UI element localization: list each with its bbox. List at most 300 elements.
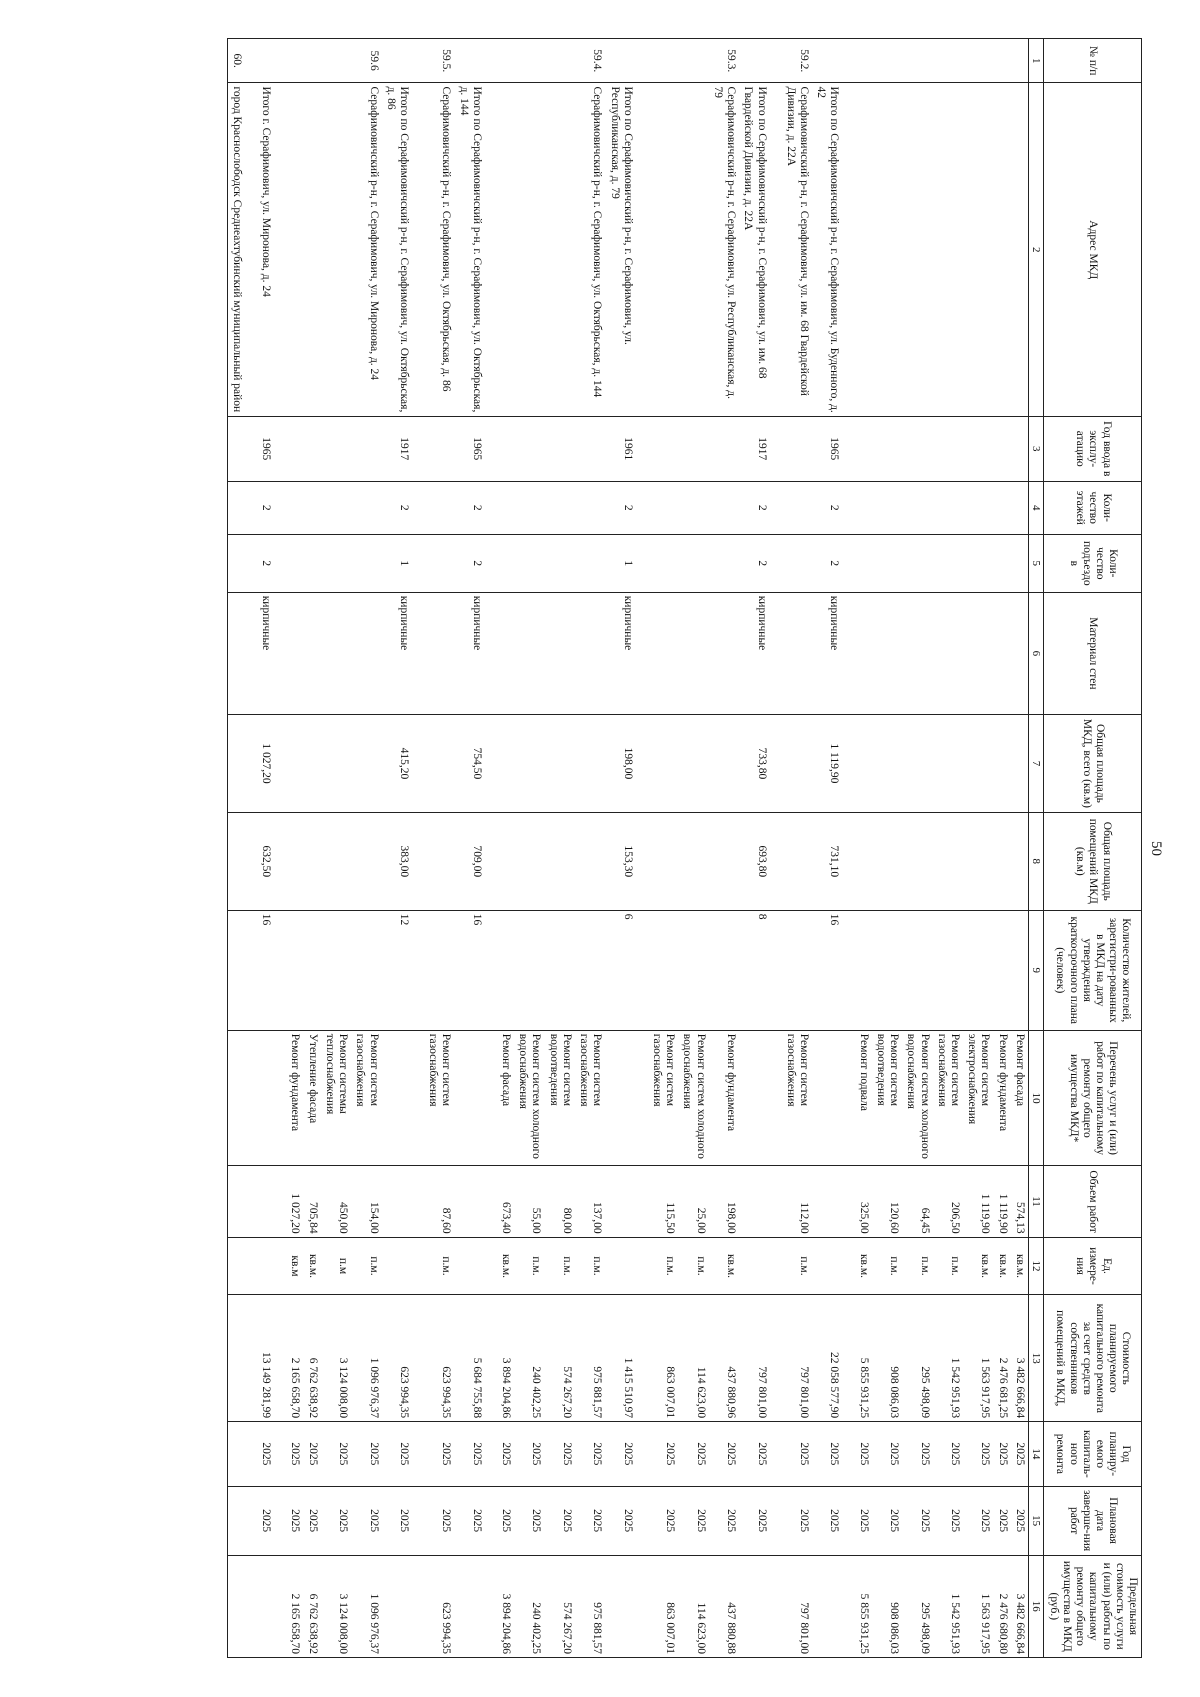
work-volume-cell: 574,13 bbox=[1011, 1166, 1029, 1237]
work-type-cell: Ремонт систем водоотведения bbox=[544, 1030, 574, 1166]
row-number: 59.6 bbox=[351, 39, 381, 83]
cost-cell: 2 476 681,25 bbox=[993, 1295, 1010, 1422]
total-area-cell bbox=[902, 715, 932, 813]
finish-date-cell: 2025 bbox=[497, 1486, 514, 1555]
floors-cell bbox=[497, 481, 514, 534]
column-number: 8 bbox=[1028, 812, 1044, 910]
row-number: 59.4. bbox=[575, 39, 605, 83]
finish-date-cell: 2025 bbox=[1011, 1486, 1029, 1555]
year-built-cell: 1917 bbox=[739, 417, 781, 481]
rooms-area-cell bbox=[902, 812, 932, 910]
work-type-cell: Ремонт систем газоснабжения bbox=[648, 1030, 678, 1166]
finish-date-cell: 2025 bbox=[993, 1486, 1010, 1555]
repair-year-cell: 2025 bbox=[812, 1422, 854, 1486]
limit-cost-cell: 1 563 917,95 bbox=[963, 1555, 993, 1657]
row-number bbox=[286, 39, 303, 83]
address-cell bbox=[286, 83, 303, 417]
floors-cell bbox=[933, 481, 963, 534]
wall-material-cell bbox=[709, 592, 739, 714]
limit-cost-cell: 574 267,20 bbox=[544, 1555, 574, 1657]
subtotal-row bbox=[605, 39, 647, 1658]
rooms-area-cell: 709,00 bbox=[454, 812, 496, 910]
column-number: 2 bbox=[1028, 83, 1044, 417]
address-cell: Серафимовичский р-н, г. Серафимович, ул. Миронова, д. 24 bbox=[351, 83, 381, 417]
year-built-cell bbox=[933, 417, 963, 481]
total-area-cell bbox=[782, 715, 812, 813]
repair-year-cell: 2025 bbox=[575, 1422, 605, 1486]
row-number: 59.5. bbox=[424, 39, 454, 83]
rooms-area-cell bbox=[1011, 812, 1029, 910]
repair-year-cell: 2025 bbox=[321, 1422, 351, 1486]
row-number bbox=[382, 39, 424, 83]
entrances-cell bbox=[709, 534, 739, 592]
entrances-cell bbox=[782, 534, 812, 592]
work-volume-cell: 206,50 bbox=[933, 1166, 963, 1237]
total-area-cell: 1 119,90 bbox=[812, 715, 854, 813]
work-type-cell: Ремонт систем газоснабжения bbox=[424, 1030, 454, 1166]
finish-date-cell: 2025 bbox=[854, 1486, 871, 1555]
table-row bbox=[782, 39, 812, 1658]
wall-material-cell bbox=[854, 592, 871, 714]
address-cell bbox=[303, 83, 320, 417]
cost-cell: 5 684 755,88 bbox=[454, 1295, 496, 1422]
floors-cell bbox=[321, 481, 351, 534]
repair-year-cell: 2025 bbox=[782, 1422, 812, 1486]
column-number: 12 bbox=[1028, 1237, 1044, 1295]
floors-cell: 2 bbox=[812, 481, 854, 534]
unit-cell: кв.м. bbox=[497, 1237, 514, 1295]
entrances-cell bbox=[993, 534, 1010, 592]
unit-cell bbox=[454, 1237, 496, 1295]
floors-cell: 2 bbox=[605, 481, 647, 534]
table-row bbox=[575, 39, 605, 1658]
subtotal-row bbox=[812, 39, 854, 1658]
year-built-cell bbox=[963, 417, 993, 481]
year-built-cell bbox=[993, 417, 1010, 481]
work-type-cell: Ремонт фасада bbox=[1011, 1030, 1029, 1166]
repair-year-cell: 2025 bbox=[648, 1422, 678, 1486]
total-area-cell: 754,50 bbox=[454, 715, 496, 813]
unit-cell: п.м. bbox=[544, 1237, 574, 1295]
limit-cost-cell: 3 894 204,86 bbox=[497, 1555, 514, 1657]
total-area-cell bbox=[351, 715, 381, 813]
unit-cell: п.м. bbox=[782, 1237, 812, 1295]
header-cell: Год планиру-емого капиталь-ного ремонта bbox=[1044, 1422, 1142, 1486]
row-number bbox=[303, 39, 320, 83]
limit-cost-cell: 2 476 680,80 bbox=[993, 1555, 1010, 1657]
column-number: 16 bbox=[1028, 1555, 1044, 1657]
table-row bbox=[709, 39, 739, 1658]
column-number: 3 bbox=[1028, 417, 1044, 481]
residents-cell bbox=[854, 910, 871, 1030]
finish-date-cell: 2025 bbox=[514, 1486, 544, 1555]
year-built-cell bbox=[1011, 417, 1029, 481]
header-cell: Стоимость планируемого капитального ремонта за счет средств собственников помещений в МКД, bbox=[1044, 1295, 1142, 1422]
rooms-area-cell bbox=[514, 812, 544, 910]
rooms-area-cell: 693,80 bbox=[739, 812, 781, 910]
rooms-area-cell bbox=[963, 812, 993, 910]
header-cell: Предельная стоимость услуги и (или) работы по капитальному ремонту общего имущества в МКД (руб.) bbox=[1044, 1555, 1142, 1657]
limit-cost-cell bbox=[812, 1555, 854, 1657]
finish-date-cell: 2025 bbox=[257, 1486, 286, 1555]
repair-year-cell: 2025 bbox=[303, 1422, 320, 1486]
table-row bbox=[678, 39, 708, 1658]
unit-cell: кв.м. bbox=[1011, 1237, 1029, 1295]
work-type-cell bbox=[739, 1030, 781, 1166]
cost-cell: 623 994,35 bbox=[424, 1295, 454, 1422]
work-volume-cell bbox=[739, 1166, 781, 1237]
column-number: 5 bbox=[1028, 534, 1044, 592]
repair-year-cell: 2025 bbox=[739, 1422, 781, 1486]
wall-material-cell bbox=[424, 592, 454, 714]
wall-material-cell: кирпичные bbox=[257, 592, 286, 714]
finish-date-cell: 2025 bbox=[933, 1486, 963, 1555]
table-row bbox=[544, 39, 574, 1658]
rooms-area-cell bbox=[782, 812, 812, 910]
work-type-cell bbox=[227, 1030, 257, 1166]
total-area-cell bbox=[303, 715, 320, 813]
residents-cell: 6 bbox=[605, 910, 647, 1030]
header-cell: Объем работ bbox=[1044, 1166, 1142, 1237]
work-volume-cell: 120,60 bbox=[872, 1166, 902, 1237]
total-area-cell bbox=[424, 715, 454, 813]
subtotal-row bbox=[739, 39, 781, 1658]
year-built-cell bbox=[544, 417, 574, 481]
repair-year-cell: 2025 bbox=[963, 1422, 993, 1486]
work-type-cell: Ремонт систем газоснабжения bbox=[782, 1030, 812, 1166]
work-type-cell: Ремонт фундамента bbox=[286, 1030, 303, 1166]
repair-year-cell: 2025 bbox=[544, 1422, 574, 1486]
year-built-cell: 1965 bbox=[812, 417, 854, 481]
cost-cell: 295 498,09 bbox=[902, 1295, 932, 1422]
limit-cost-cell: 623 994,35 bbox=[424, 1555, 454, 1657]
entrances-cell: 2 bbox=[812, 534, 854, 592]
row-number bbox=[605, 39, 647, 83]
rooms-area-cell bbox=[544, 812, 574, 910]
floors-cell bbox=[963, 481, 993, 534]
finish-date-cell: 2025 bbox=[321, 1486, 351, 1555]
unit-cell: п.м. bbox=[902, 1237, 932, 1295]
unit-cell: п.м. bbox=[678, 1237, 708, 1295]
table-row bbox=[497, 39, 514, 1658]
year-built-cell bbox=[678, 417, 708, 481]
limit-cost-cell: 114 623,00 bbox=[678, 1555, 708, 1657]
address-cell bbox=[514, 83, 544, 417]
header-cell: Плановая дата заверше-ния работ bbox=[1044, 1486, 1142, 1555]
residents-cell bbox=[963, 910, 993, 1030]
unit-cell bbox=[382, 1237, 424, 1295]
work-volume-cell: 154,00 bbox=[351, 1166, 381, 1237]
limit-cost-cell: 5 855 931,25 bbox=[854, 1555, 871, 1657]
finish-date-cell: 2025 bbox=[382, 1486, 424, 1555]
limit-cost-cell: 975 881,57 bbox=[575, 1555, 605, 1657]
unit-cell: п.м. bbox=[575, 1237, 605, 1295]
table-row bbox=[1011, 39, 1029, 1658]
repair-year-cell: 2025 bbox=[454, 1422, 496, 1486]
cost-cell bbox=[227, 1295, 257, 1422]
repair-year-cell: 2025 bbox=[424, 1422, 454, 1486]
row-number: 59.3. bbox=[709, 39, 739, 83]
cost-cell: 975 881,57 bbox=[575, 1295, 605, 1422]
residents-cell bbox=[709, 910, 739, 1030]
address-cell bbox=[872, 83, 902, 417]
work-type-cell: Ремонт систем газоснабжения bbox=[575, 1030, 605, 1166]
wall-material-cell: кирпичные bbox=[739, 592, 781, 714]
work-volume-cell bbox=[454, 1166, 496, 1237]
limit-cost-cell: 908 086,03 bbox=[872, 1555, 902, 1657]
entrances-cell bbox=[963, 534, 993, 592]
cost-cell: 240 402,25 bbox=[514, 1295, 544, 1422]
residents-cell: 8 bbox=[739, 910, 781, 1030]
entrances-cell bbox=[902, 534, 932, 592]
year-built-cell bbox=[497, 417, 514, 481]
total-area-cell bbox=[933, 715, 963, 813]
wall-material-cell bbox=[782, 592, 812, 714]
finish-date-cell: 2025 bbox=[286, 1486, 303, 1555]
cost-cell: 1 563 917,95 bbox=[963, 1295, 993, 1422]
work-volume-cell: 198,00 bbox=[709, 1166, 739, 1237]
floors-cell bbox=[575, 481, 605, 534]
floors-cell bbox=[351, 481, 381, 534]
repair-year-cell bbox=[227, 1422, 257, 1486]
repair-year-cell: 2025 bbox=[678, 1422, 708, 1486]
table-row bbox=[854, 39, 871, 1658]
row-number bbox=[902, 39, 932, 83]
rooms-area-cell: 731,10 bbox=[812, 812, 854, 910]
work-type-cell bbox=[382, 1030, 424, 1166]
work-type-cell bbox=[812, 1030, 854, 1166]
table-row bbox=[424, 39, 454, 1658]
column-number: 9 bbox=[1028, 910, 1044, 1030]
repair-year-cell: 2025 bbox=[286, 1422, 303, 1486]
work-volume-cell bbox=[227, 1166, 257, 1237]
address-cell: Итого г. Серафимович, ул. Миронова, д. 24 bbox=[257, 83, 286, 417]
entrances-cell bbox=[227, 534, 257, 592]
finish-date-cell: 2025 bbox=[605, 1486, 647, 1555]
year-built-cell bbox=[854, 417, 871, 481]
address-cell bbox=[497, 83, 514, 417]
finish-date-cell: 2025 bbox=[709, 1486, 739, 1555]
address-cell: город Краснослободск Среднеахтубинский муниципальный район bbox=[227, 83, 257, 417]
rooms-area-cell bbox=[286, 812, 303, 910]
floors-cell bbox=[514, 481, 544, 534]
residents-cell bbox=[1011, 910, 1029, 1030]
residents-cell bbox=[321, 910, 351, 1030]
address-cell: Серафимовичский р-н, г. Серафимович, ул. Октябрьская, д. 144 bbox=[575, 83, 605, 417]
column-number: 13 bbox=[1028, 1295, 1044, 1422]
wall-material-cell: кирпичные bbox=[812, 592, 854, 714]
total-area-cell bbox=[993, 715, 1010, 813]
document-page bbox=[197, 0, 1200, 1697]
total-area-cell bbox=[854, 715, 871, 813]
entrances-cell bbox=[303, 534, 320, 592]
wall-material-cell bbox=[303, 592, 320, 714]
cost-cell: 6 762 638,92 bbox=[303, 1295, 320, 1422]
wall-material-cell: кирпичные bbox=[605, 592, 647, 714]
wall-material-cell: кирпичные bbox=[454, 592, 496, 714]
wall-material-cell bbox=[544, 592, 574, 714]
floors-cell bbox=[872, 481, 902, 534]
finish-date-cell: 2025 bbox=[963, 1486, 993, 1555]
work-volume-cell: 64,45 bbox=[902, 1166, 932, 1237]
work-type-cell: Ремонт систем холодного водоснабжения bbox=[514, 1030, 544, 1166]
year-built-cell bbox=[648, 417, 678, 481]
address-cell bbox=[678, 83, 708, 417]
table-row bbox=[351, 39, 381, 1658]
work-volume-cell: 80,00 bbox=[544, 1166, 574, 1237]
table-row bbox=[514, 39, 544, 1658]
column-number: 15 bbox=[1028, 1486, 1044, 1555]
wall-material-cell bbox=[575, 592, 605, 714]
work-volume-cell: 115,50 bbox=[648, 1166, 678, 1237]
table-row bbox=[872, 39, 902, 1658]
finish-date-cell: 2025 bbox=[575, 1486, 605, 1555]
unit-cell: кв.м. bbox=[303, 1237, 320, 1295]
work-volume-cell bbox=[812, 1166, 854, 1237]
subtotal-row bbox=[454, 39, 496, 1658]
address-cell bbox=[933, 83, 963, 417]
residents-cell bbox=[678, 910, 708, 1030]
finish-date-cell: 2025 bbox=[648, 1486, 678, 1555]
floors-cell bbox=[902, 481, 932, 534]
work-type-cell: Ремонт систем холодного водоснабжения bbox=[678, 1030, 708, 1166]
residents-cell bbox=[933, 910, 963, 1030]
work-volume-cell: 137,00 bbox=[575, 1166, 605, 1237]
row-number bbox=[1011, 39, 1029, 83]
wall-material-cell bbox=[902, 592, 932, 714]
entrances-cell bbox=[286, 534, 303, 592]
entrances-cell bbox=[497, 534, 514, 592]
rooms-area-cell bbox=[678, 812, 708, 910]
table-row bbox=[321, 39, 351, 1658]
work-volume-cell bbox=[257, 1166, 286, 1237]
work-type-cell: Ремонт систем электроснабжения bbox=[963, 1030, 993, 1166]
entrances-cell bbox=[544, 534, 574, 592]
year-built-cell bbox=[872, 417, 902, 481]
limit-cost-cell bbox=[257, 1555, 286, 1657]
total-area-cell: 733,80 bbox=[739, 715, 781, 813]
total-area-cell bbox=[872, 715, 902, 813]
entrances-cell bbox=[1011, 534, 1029, 592]
table-body bbox=[227, 39, 1044, 1658]
year-built-cell bbox=[709, 417, 739, 481]
limit-cost-cell: 797 801,00 bbox=[782, 1555, 812, 1657]
finish-date-cell: 2025 bbox=[303, 1486, 320, 1555]
rooms-area-cell bbox=[321, 812, 351, 910]
table-row bbox=[993, 39, 1010, 1658]
floors-cell: 2 bbox=[382, 481, 424, 534]
header-cell: Перечень услуг и (или) работ по капитальному ремонту общего имущества МКД* bbox=[1044, 1030, 1142, 1166]
residents-cell bbox=[424, 910, 454, 1030]
rooms-area-cell bbox=[933, 812, 963, 910]
year-built-cell bbox=[424, 417, 454, 481]
floors-cell: 2 bbox=[739, 481, 781, 534]
capital-repair-table bbox=[227, 38, 1142, 1658]
address-cell bbox=[648, 83, 678, 417]
unit-cell: кв.м. bbox=[709, 1237, 739, 1295]
entrances-cell: 2 bbox=[739, 534, 781, 592]
page-number: 50 bbox=[1148, 841, 1164, 856]
wall-material-cell bbox=[933, 592, 963, 714]
entrances-cell bbox=[575, 534, 605, 592]
rooms-area-cell bbox=[497, 812, 514, 910]
row-number bbox=[812, 39, 854, 83]
work-type-cell: Утепление фасада bbox=[303, 1030, 320, 1166]
cost-cell: 1 542 951,93 bbox=[933, 1295, 963, 1422]
wall-material-cell bbox=[351, 592, 381, 714]
cost-cell: 2 165 658,70 bbox=[286, 1295, 303, 1422]
table-row bbox=[648, 39, 678, 1658]
work-type-cell: Ремонт систем газоснабжения bbox=[351, 1030, 381, 1166]
floors-cell bbox=[227, 481, 257, 534]
floors-cell bbox=[286, 481, 303, 534]
residents-cell: 12 bbox=[382, 910, 424, 1030]
work-volume-cell: 450,00 bbox=[321, 1166, 351, 1237]
repair-year-cell: 2025 bbox=[854, 1422, 871, 1486]
entrances-cell: 1 bbox=[382, 534, 424, 592]
section-row bbox=[227, 39, 257, 1658]
work-volume-cell: 705,84 bbox=[303, 1166, 320, 1237]
column-number: 4 bbox=[1028, 481, 1044, 534]
year-built-cell bbox=[286, 417, 303, 481]
address-cell bbox=[1011, 83, 1029, 417]
cost-cell: 797 801,00 bbox=[739, 1295, 781, 1422]
wall-material-cell bbox=[514, 592, 544, 714]
limit-cost-cell: 1 096 976,37 bbox=[351, 1555, 381, 1657]
row-number bbox=[544, 39, 574, 83]
work-type-cell bbox=[257, 1030, 286, 1166]
year-built-cell bbox=[227, 417, 257, 481]
wall-material-cell bbox=[286, 592, 303, 714]
unit-cell: п.м bbox=[321, 1237, 351, 1295]
cost-cell: 3 894 204,86 bbox=[497, 1295, 514, 1422]
cost-cell: 863 007,01 bbox=[648, 1295, 678, 1422]
floors-cell: 2 bbox=[257, 481, 286, 534]
residents-cell bbox=[993, 910, 1010, 1030]
address-cell bbox=[321, 83, 351, 417]
finish-date-cell: 2025 bbox=[351, 1486, 381, 1555]
residents-cell bbox=[575, 910, 605, 1030]
residents-cell bbox=[303, 910, 320, 1030]
column-number: 14 bbox=[1028, 1422, 1044, 1486]
wall-material-cell bbox=[321, 592, 351, 714]
address-cell bbox=[544, 83, 574, 417]
limit-cost-cell: 6 762 638,92 bbox=[303, 1555, 320, 1657]
repair-year-cell: 2025 bbox=[497, 1422, 514, 1486]
column-number: 6 bbox=[1028, 592, 1044, 714]
rooms-area-cell bbox=[303, 812, 320, 910]
entrances-cell bbox=[678, 534, 708, 592]
rooms-area-cell bbox=[575, 812, 605, 910]
year-built-cell bbox=[782, 417, 812, 481]
table-row bbox=[902, 39, 932, 1658]
total-area-cell bbox=[963, 715, 993, 813]
header-cell: № п/п bbox=[1044, 39, 1142, 83]
unit-cell: п.м. bbox=[648, 1237, 678, 1295]
total-area-cell bbox=[321, 715, 351, 813]
column-number: 11 bbox=[1028, 1166, 1044, 1237]
year-built-cell bbox=[303, 417, 320, 481]
floors-cell bbox=[303, 481, 320, 534]
column-number: 10 bbox=[1028, 1030, 1044, 1166]
unit-cell: кв.м. bbox=[993, 1237, 1010, 1295]
row-number bbox=[257, 39, 286, 83]
column-number-row bbox=[1028, 39, 1044, 1658]
limit-cost-cell: 240 402,25 bbox=[514, 1555, 544, 1657]
wall-material-cell bbox=[678, 592, 708, 714]
floors-cell bbox=[544, 481, 574, 534]
column-number: 1 bbox=[1028, 39, 1044, 83]
